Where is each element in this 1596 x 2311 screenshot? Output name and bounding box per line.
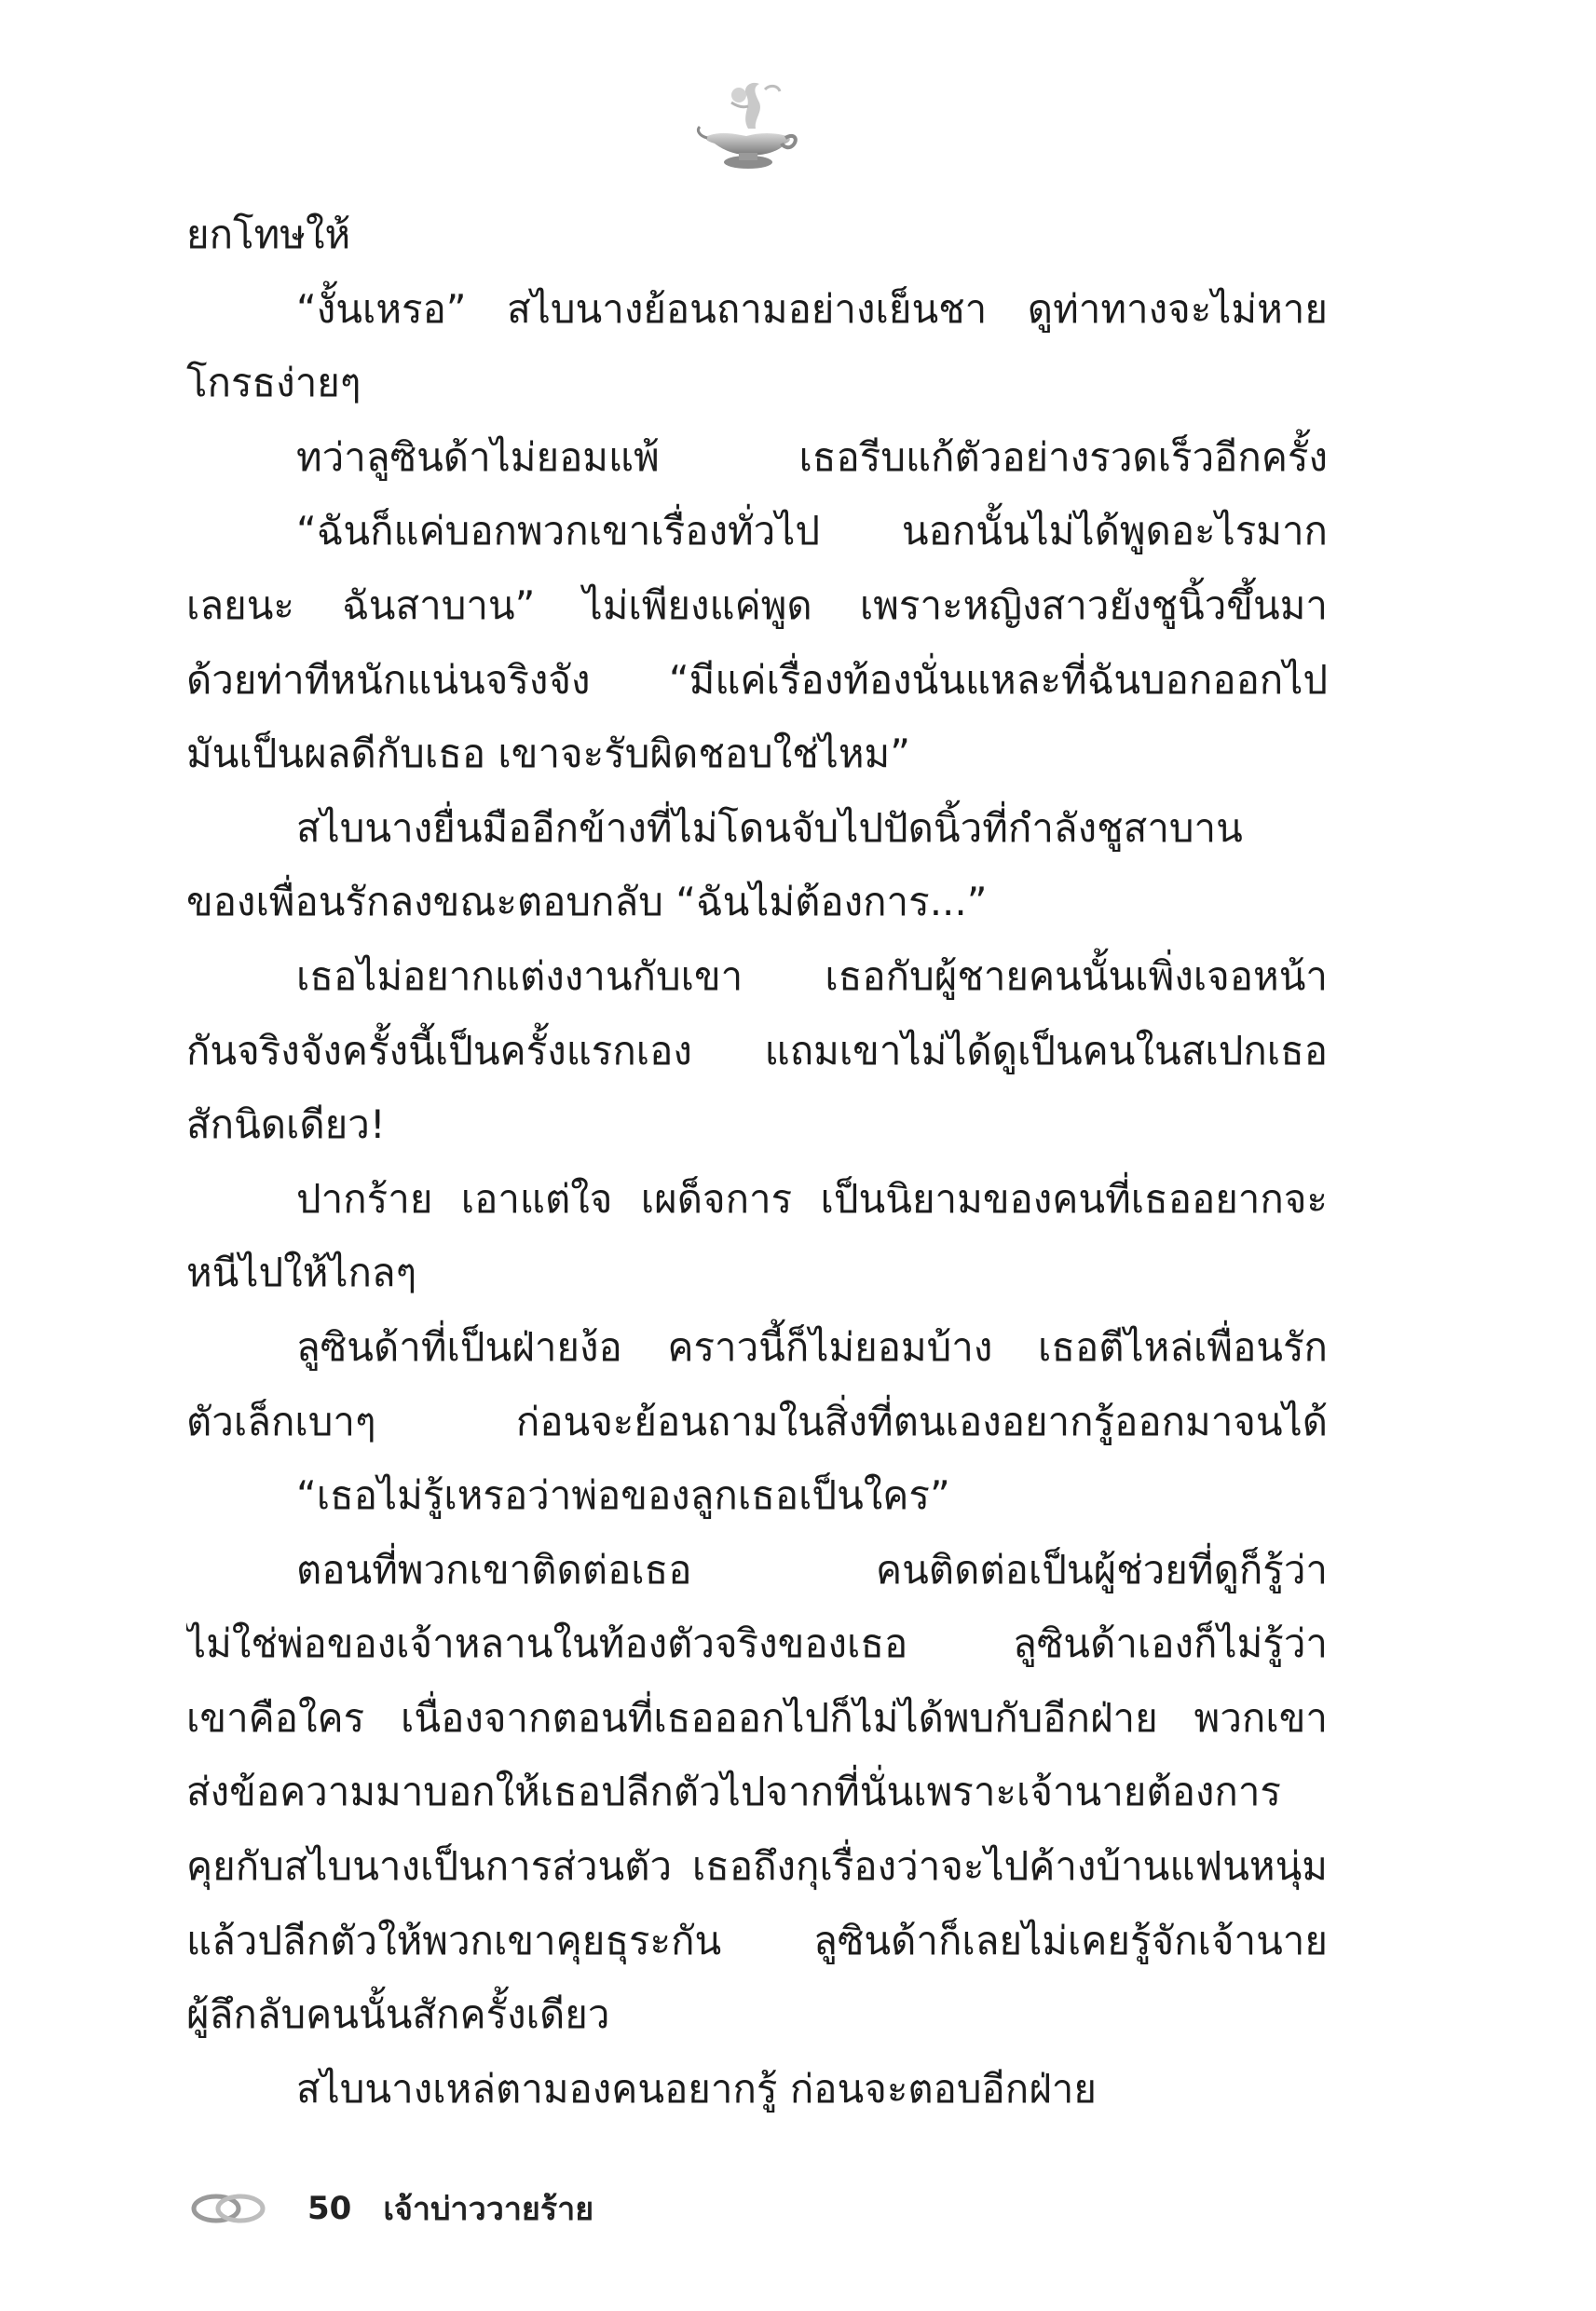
text-line: ตอนที่พวกเขาติดต่อเธอ คนติดต่อเป็นผู้ช่วยที่ดูก็รู้ว่า <box>296 1546 1328 1593</box>
text-line: ผู้ลึกลับคนนั้นสักครั้งเดียว <box>186 1991 610 2038</box>
text-line: ทว่าลูซินด้าไม่ยอมแพ้ เธอรีบแก้ตัวอย่างรวดเร็วอีกครั้ง <box>296 433 1328 480</box>
text-line: “ฉันก็แค่บอกพวกเขาเรื่องทั่วไป นอกนั้นไม่ได้พูดอะไรมาก <box>296 508 1328 554</box>
genie-lamp-icon <box>694 75 801 172</box>
text-line: ลูซินด้าที่เป็นฝ่ายง้อ คราวนี้ก็ไม่ยอมบ้าง เธอตีไหล่เพื่อนรัก <box>296 1323 1328 1370</box>
text-line: คุยกับสไบนางเป็นการส่วนตัว เธอถึงกุเรื่องว่าจะไปค้างบ้านแฟนหนุ่ม <box>186 1843 1328 1890</box>
interlocking-rings-icon <box>186 2190 270 2227</box>
book-title: เจ้าบ่าววายร้าย <box>383 2191 594 2228</box>
text-line: สักนิดเดียว! <box>186 1101 386 1148</box>
text-line: สไบนางเหล่ตามองคนอยากรู้ ก่อนจะตอบอีกฝ่าย <box>296 2065 1097 2112</box>
body-text <box>186 198 1328 2126</box>
text-line: ตัวเล็กเบาๆ ก่อนจะย้อนถามในสิ่งที่ตนเองอยากรู้ออกมาจนได้ <box>186 1398 1328 1444</box>
text-line: “งั้นเหรอ” สไบนางย้อนถามอย่างเย็นชา ดูท่าทางจะไม่หาย <box>296 285 1328 332</box>
text-line: ไม่ใช่พ่อของเจ้าหลานในท้องตัวจริงของเธอ ลูซินด้าเองก็ไม่รู้ว่า <box>186 1620 1328 1667</box>
text-line: หนีไปให้ไกลๆ <box>186 1250 417 1296</box>
text-line: เขาคือใคร เนื่องจากตอนที่เธอออกไปก็ไม่ได้พบกับอีกฝ่าย พวกเขา <box>186 1694 1328 1741</box>
text-line: ส่งข้อความมาบอกให้เธอปลีกตัวไปจากที่นั่นเพราะเจ้านายต้องการ <box>186 1769 1281 1815</box>
page-number: 50 <box>307 2190 352 2227</box>
page-footer <box>186 2181 593 2236</box>
text-line: ของเพื่อนรักลงขณะตอบกลับ “ฉันไม่ต้องการ...” <box>186 879 988 925</box>
text-line: “เธอไม่รู้เหรอว่าพ่อของลูกเธอเป็นใคร” <box>296 1472 950 1519</box>
text-line: เลยนะ ฉันสาบาน” ไม่เพียงแค่พูด เพราะหญิงสาวยังชูนิ้วขึ้นมา <box>186 581 1328 628</box>
text-line: แล้วปลีกตัวให้พวกเขาคุยธุระกัน ลูซินด้าก็เลยไม่เคยรู้จักเจ้านาย <box>186 1917 1328 1963</box>
text-line: เธอไม่อยากแต่งงานกับเขา เธอกับผู้ชายคนนั้นเพิ่งเจอหน้า <box>296 952 1328 999</box>
text-line: กันจริงจังครั้งนี้เป็นครั้งแรกเอง แถมเขาไม่ได้ดูเป็นคนในสเปกเธอ <box>186 1027 1328 1073</box>
text-line: มันเป็นผลดีกับเธอ เขาจะรับผิดชอบใช่ไหม” <box>186 731 910 777</box>
text-line: ยกโทษให้ <box>186 212 351 257</box>
text-line: สไบนางยื่นมืออีกข้างที่ไม่โดนจับไปปัดนิ้วที่กำลังชูสาบาน <box>296 804 1243 851</box>
text-line: ด้วยท่าทีหนักแน่นจริงจัง “มีแค่เรื่องท้องนั่นแหละที่ฉันบอกออกไป <box>186 656 1328 703</box>
text-line: โกรธง่ายๆ <box>186 360 361 406</box>
text-line: ปากร้าย เอาแต่ใจ เผด็จการ เป็นนิยามของคนที่เธออยากจะ <box>296 1175 1328 1222</box>
